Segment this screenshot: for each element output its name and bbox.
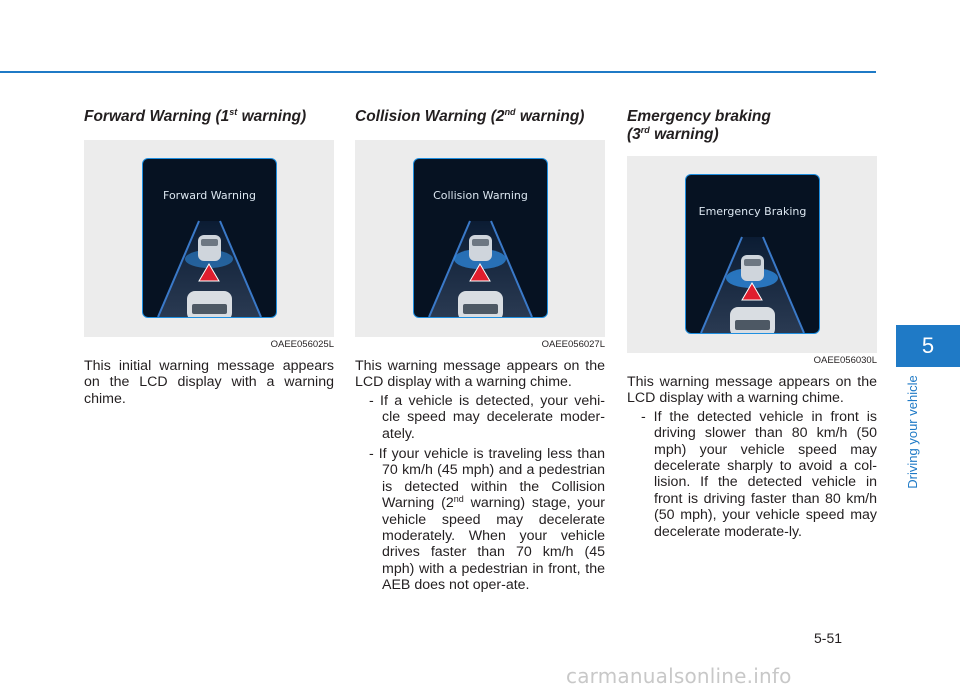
road-illustration [414, 159, 547, 317]
lcd-screen [413, 158, 548, 318]
list-item: - If your vehicle is traveling less than 70 km/h (45 mph) and a pedestrian is detected within the Collision Warning (2nd warning) stage, your vehicle speed may decelerate moderately. When your vehicle drives faster than 70 km/h (45 mph) with a pedestrian in front, the AEB does not oper-ate. [369, 446, 606, 594]
section-heading: Collision Warning (2nd warning) [355, 107, 585, 125]
bullet-list [355, 393, 605, 594]
section-heading: Emergency braking (3rd warning) [627, 108, 771, 143]
figure-collision-warning [355, 140, 605, 337]
screen-title: Collision Warning [433, 189, 528, 202]
header-rule [0, 71, 876, 73]
bullet-list [627, 409, 877, 540]
section-emergency-braking [627, 108, 877, 544]
figure-emergency-braking [627, 156, 877, 353]
figure-code: OAEE056030L [813, 355, 877, 366]
road-illustration [143, 159, 276, 317]
section-heading: Forward Warning (1st warning) [84, 107, 307, 125]
lcd-screen [142, 158, 277, 318]
body-text: This warning message appears on the LCD display with a warning chime. [355, 358, 605, 391]
list-item: - If a vehicle is detected, your vehi-cle speed may decelerate moder-ately. [369, 392, 605, 442]
section-collision-warning [355, 108, 605, 598]
body-text: This warning message appears on the LCD display with a warning chime. [627, 374, 877, 407]
watermark: carmanualsonline.info [566, 664, 792, 688]
chapter-tab: 5 [896, 325, 960, 367]
chapter-title: Driving your vehicle [905, 375, 920, 489]
figure-forward-warning [84, 140, 334, 337]
page-number: 5-51 [814, 630, 843, 646]
screen-title: Forward Warning [163, 189, 256, 202]
figure-code: OAEE056025L [270, 339, 334, 350]
body-text: This initial warning message appears on the LCD display with a warning chime. [84, 358, 334, 407]
road-illustration [686, 175, 819, 333]
screen-title: Emergency Braking [698, 205, 807, 218]
section-forward-warning [84, 108, 334, 407]
figure-code: OAEE056027L [541, 339, 605, 350]
list-item: - If the detected vehicle in front is driving slower than 80 km/h (50 mph) your vehicle speed may decelerate sharply to avoid a col-lision. If the detected vehicle in front is driving faster than 80 km/h (50 mph), your vehicle speed may decelerate moderate-ly. [641, 408, 877, 540]
lcd-screen [685, 174, 820, 334]
